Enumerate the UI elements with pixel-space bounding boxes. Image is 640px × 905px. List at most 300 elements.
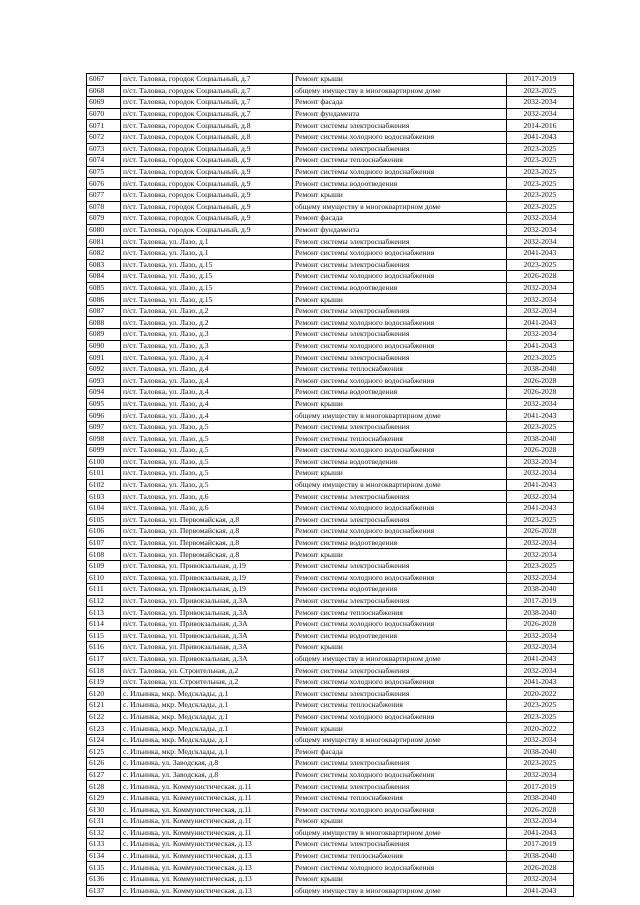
work-type-cell: Ремонт системы холодного водоснабжения [293,769,507,781]
work-type-cell: Ремонт системы холодного водоснабжения [293,572,507,584]
address-cell: п/ст. Таловка, городок Социальный, д.9 [121,143,293,155]
period-cell: 2032-2034 [507,305,574,317]
work-type-cell: Ремонт системы холодного водоснабжения [293,618,507,630]
row-number-cell: 6069 [87,97,121,109]
period-cell: 2023-2025 [507,560,574,572]
table-row [87,502,574,514]
table-row [87,329,574,341]
period-cell: 2032-2034 [507,642,574,654]
address-cell: с. Ильинка, мкр. Медсклады, д.1 [121,723,293,735]
address-cell: с. Ильинка, мкр. Медсклады, д.1 [121,711,293,723]
address-cell: п/ст. Таловка, городок Социальный, д.9 [121,178,293,190]
address-cell: п/ст. Таловка, ул. Лазо, д.4 [121,387,293,399]
table-row [87,734,574,746]
period-cell: 2032-2034 [507,456,574,468]
table-row [87,479,574,491]
work-type-cell: Ремонт системы электроснабжения [293,758,507,770]
address-cell: п/ст. Таловка, ул. Лазо, д.4 [121,398,293,410]
address-cell: п/ст. Таловка, ул. Лазо, д.4 [121,375,293,387]
row-number-cell: 6108 [87,549,121,561]
period-cell: 2041-2043 [507,676,574,688]
address-cell: п/ст. Таловка, ул. Лазо, д.1 [121,236,293,248]
table-row [87,537,574,549]
row-number-cell: 6082 [87,247,121,259]
work-type-cell: Ремонт системы теплоснабжения [293,433,507,445]
work-type-cell: Ремонт крыши [293,74,507,86]
table-row [87,236,574,248]
address-cell: с. Ильинка, мкр. Медсклады, д.1 [121,688,293,700]
table-row [87,618,574,630]
row-number-cell: 6123 [87,723,121,735]
work-type-cell: Ремонт системы электроснабжения [293,352,507,364]
work-type-cell: Ремонт фасада [293,97,507,109]
table-row [87,143,574,155]
work-type-cell: Ремонт системы водоотведения [293,282,507,294]
address-cell: п/ст. Таловка, ул. Лазо, д.6 [121,502,293,514]
row-number-cell: 6119 [87,676,121,688]
address-cell: п/ст. Таловка, ул. Лазо, д.5 [121,421,293,433]
table-row [87,247,574,259]
row-number-cell: 6114 [87,618,121,630]
row-number-cell: 6091 [87,352,121,364]
period-cell: 2032-2034 [507,816,574,828]
period-cell: 2041-2043 [507,479,574,491]
row-number-cell: 6084 [87,271,121,283]
work-type-cell: Ремонт системы холодного водоснабжения [293,804,507,816]
period-cell: 2032-2034 [507,630,574,642]
work-type-cell: Ремонт крыши [293,189,507,201]
period-cell: 2041-2043 [507,247,574,259]
work-type-cell: общему имуществу в многоквартирном доме [293,734,507,746]
row-number-cell: 6115 [87,630,121,642]
row-number-cell: 6134 [87,850,121,862]
period-cell: 2023-2025 [507,700,574,712]
work-type-cell: Ремонт системы электроснабжения [293,329,507,341]
work-type-cell: Ремонт системы теплоснабжения [293,363,507,375]
address-cell: п/ст. Таловка, ул. Привокзальная, д.3А [121,630,293,642]
address-cell: п/ст. Таловка, ул. Привокзальная, д.3А [121,607,293,619]
table-row [87,676,574,688]
address-cell: п/ст. Таловка, ул. Лазо, д.3 [121,340,293,352]
work-type-cell: Ремонт крыши [293,549,507,561]
period-cell: 2038-2040 [507,433,574,445]
work-type-cell: Ремонт системы теплоснабжения [293,155,507,167]
address-cell: п/ст. Таловка, ул. Лазо, д.15 [121,282,293,294]
address-cell: п/ст. Таловка, ул. Привокзальная, д.3А [121,642,293,654]
address-cell: с. Ильинка, ул. Коммунистическая, д.13 [121,862,293,874]
period-cell: 2041-2043 [507,317,574,329]
row-number-cell: 6070 [87,108,121,120]
row-number-cell: 6083 [87,259,121,271]
work-type-cell: Ремонт системы холодного водоснабжения [293,340,507,352]
work-type-cell: общему имуществу в многоквартирном доме [293,653,507,665]
work-type-cell: Ремонт системы электроснабжения [293,236,507,248]
period-cell: 2032-2034 [507,236,574,248]
work-type-cell: Ремонт фасада [293,213,507,225]
work-type-cell: Ремонт системы электроснабжения [293,839,507,851]
work-type-cell: Ремонт системы водоотведения [293,537,507,549]
period-cell: 2023-2025 [507,143,574,155]
work-type-cell: Ремонт системы электроснабжения [293,665,507,677]
period-cell: 2032-2034 [507,572,574,584]
work-type-cell: общему имуществу в многоквартирном доме [293,827,507,839]
address-cell: п/ст. Таловка, ул. Лазо, д.15 [121,294,293,306]
address-cell: п/ст. Таловка, городок Социальный, д.9 [121,201,293,213]
row-number-cell: 6101 [87,468,121,480]
address-cell: с. Ильинка, мкр. Медсклады, д.1 [121,700,293,712]
address-cell: п/ст. Таловка, ул. Лазо, д.6 [121,491,293,503]
period-cell: 2032-2034 [507,108,574,120]
row-number-cell: 6110 [87,572,121,584]
address-cell: п/ст. Таловка, ул. Первомайская, д.8 [121,537,293,549]
row-number-cell: 6102 [87,479,121,491]
row-number-cell: 6136 [87,873,121,885]
address-cell: с. Ильинка, ул. Коммунистическая, д.11 [121,827,293,839]
table-row [87,839,574,851]
period-cell: 2023-2025 [507,189,574,201]
table-row [87,584,574,596]
period-cell: 2032-2034 [507,398,574,410]
address-cell: п/ст. Таловка, ул. Первомайская, д.8 [121,526,293,538]
row-number-cell: 6130 [87,804,121,816]
row-number-cell: 6079 [87,213,121,225]
period-cell: 2041-2043 [507,340,574,352]
table-row [87,352,574,364]
row-number-cell: 6086 [87,294,121,306]
address-cell: п/ст. Таловка, городок Социальный, д.9 [121,155,293,167]
row-number-cell: 6094 [87,387,121,399]
work-type-cell: Ремонт системы водоотведения [293,387,507,399]
repair-schedule-table [86,73,574,897]
table-row [87,827,574,839]
table-row [87,804,574,816]
period-cell: 2038-2040 [507,850,574,862]
work-type-cell: Ремонт системы теплоснабжения [293,792,507,804]
table-row [87,178,574,190]
address-cell: п/ст. Таловка, ул. Лазо, д.5 [121,433,293,445]
table-row [87,282,574,294]
row-number-cell: 6117 [87,653,121,665]
table-row [87,688,574,700]
address-cell: п/ст. Таловка, ул. Первомайская, д.8 [121,549,293,561]
row-number-cell: 6078 [87,201,121,213]
work-type-cell: общему имуществу в многоквартирном доме [293,479,507,491]
table-row [87,398,574,410]
row-number-cell: 6131 [87,816,121,828]
work-type-cell: Ремонт системы холодного водоснабжения [293,502,507,514]
work-type-cell: Ремонт системы холодного водоснабжения [293,445,507,457]
row-number-cell: 6092 [87,363,121,375]
table-row [87,375,574,387]
period-cell: 2032-2034 [507,549,574,561]
address-cell: п/ст. Таловка, ул. Лазо, д.5 [121,468,293,480]
period-cell: 2014-2016 [507,120,574,132]
table-row [87,271,574,283]
row-number-cell: 6113 [87,607,121,619]
period-cell: 2023-2025 [507,711,574,723]
work-type-cell: Ремонт системы водоотведения [293,630,507,642]
row-number-cell: 6111 [87,584,121,596]
period-cell: 2023-2025 [507,201,574,213]
work-type-cell: Ремонт фундамента [293,108,507,120]
work-type-cell: Ремонт системы холодного водоснабжения [293,131,507,143]
table-body [87,74,574,897]
table-row [87,885,574,897]
row-number-cell: 6077 [87,189,121,201]
table-row [87,456,574,468]
address-cell: п/ст. Таловка, ул. Лазо, д.2 [121,317,293,329]
period-cell: 2032-2034 [507,468,574,480]
table-row [87,642,574,654]
period-cell: 2041-2043 [507,131,574,143]
address-cell: п/ст. Таловка, ул. Строительная, д.2 [121,676,293,688]
table-row [87,259,574,271]
address-cell: п/ст. Таловка, ул. Привокзальная, д.19 [121,560,293,572]
row-number-cell: 6132 [87,827,121,839]
row-number-cell: 6088 [87,317,121,329]
work-type-cell: Ремонт системы холодного водоснабжения [293,676,507,688]
row-number-cell: 6137 [87,885,121,897]
table-row [87,711,574,723]
table-row [87,85,574,97]
work-type-cell: Ремонт системы электроснабжения [293,305,507,317]
address-cell: с. Ильинка, мкр. Медсклады, д.1 [121,734,293,746]
table-row [87,526,574,538]
table-row [87,410,574,422]
period-cell: 2032-2034 [507,329,574,341]
address-cell: п/ст. Таловка, ул. Лазо, д.4 [121,363,293,375]
period-cell: 2032-2034 [507,537,574,549]
row-number-cell: 6087 [87,305,121,317]
period-cell: 2041-2043 [507,502,574,514]
address-cell: п/ст. Таловка, ул. Привокзальная, д.3А [121,595,293,607]
table-row [87,445,574,457]
address-cell: п/ст. Таловка, городок Социальный, д.8 [121,120,293,132]
work-type-cell: Ремонт крыши [293,642,507,654]
row-number-cell: 6081 [87,236,121,248]
table-row [87,166,574,178]
work-type-cell: Ремонт крыши [293,294,507,306]
table-row [87,816,574,828]
table-row [87,873,574,885]
period-cell: 2026-2028 [507,387,574,399]
table-row [87,560,574,572]
address-cell: п/ст. Таловка, ул. Лазо, д.15 [121,259,293,271]
work-type-cell: Ремонт системы холодного водоснабжения [293,271,507,283]
period-cell: 2017-2019 [507,781,574,793]
period-cell: 2023-2025 [507,352,574,364]
table-row [87,433,574,445]
address-cell: п/ст. Таловка, городок Социальный, д.7 [121,85,293,97]
table-row [87,305,574,317]
table-row [87,491,574,503]
period-cell: 2032-2034 [507,294,574,306]
table-row [87,665,574,677]
address-cell: п/ст. Таловка, ул. Лазо, д.4 [121,410,293,422]
table-row [87,97,574,109]
row-number-cell: 6100 [87,456,121,468]
table-row [87,514,574,526]
row-number-cell: 6073 [87,143,121,155]
work-type-cell: Ремонт системы электроснабжения [293,421,507,433]
address-cell: с. Ильинка, ул. Коммунистическая, д.11 [121,781,293,793]
table-row [87,572,574,584]
table-row [87,340,574,352]
row-number-cell: 6116 [87,642,121,654]
address-cell: п/ст. Таловка, ул. Лазо, д.15 [121,271,293,283]
address-cell: п/ст. Таловка, ул. Привокзальная, д.3А [121,618,293,630]
work-type-cell: Ремонт системы холодного водоснабжения [293,862,507,874]
row-number-cell: 6105 [87,514,121,526]
address-cell: п/ст. Таловка, городок Социальный, д.7 [121,97,293,109]
row-number-cell: 6127 [87,769,121,781]
address-cell: с. Ильинка, ул. Коммунистическая, д.11 [121,792,293,804]
period-cell: 2026-2028 [507,271,574,283]
row-number-cell: 6095 [87,398,121,410]
address-cell: п/ст. Таловка, ул. Лазо, д.1 [121,247,293,259]
period-cell: 2023-2025 [507,758,574,770]
table-row [87,850,574,862]
table-row [87,387,574,399]
table-row [87,468,574,480]
table-row [87,189,574,201]
period-cell: 2032-2034 [507,224,574,236]
period-cell: 2026-2028 [507,862,574,874]
period-cell: 2026-2028 [507,526,574,538]
work-type-cell: Ремонт системы электроснабжения [293,595,507,607]
table-row [87,700,574,712]
row-number-cell: 6076 [87,178,121,190]
period-cell: 2023-2025 [507,259,574,271]
address-cell: п/ст. Таловка, городок Социальный, д.9 [121,189,293,201]
work-type-cell: Ремонт системы холодного водоснабжения [293,247,507,259]
table-row [87,421,574,433]
address-cell: п/ст. Таловка, городок Социальный, д.9 [121,213,293,225]
address-cell: п/ст. Таловка, городок Социальный, д.9 [121,166,293,178]
period-cell: 2017-2019 [507,74,574,86]
period-cell: 2023-2025 [507,421,574,433]
table-row [87,224,574,236]
work-type-cell: Ремонт системы холодного водоснабжения [293,711,507,723]
row-number-cell: 6072 [87,131,121,143]
period-cell: 2041-2043 [507,885,574,897]
period-cell: 2023-2025 [507,514,574,526]
period-cell: 2026-2028 [507,618,574,630]
work-type-cell: Ремонт системы электроснабжения [293,514,507,526]
document-page [86,73,573,897]
address-cell: п/ст. Таловка, ул. Привокзальная, д.3А [121,653,293,665]
period-cell: 2020-2022 [507,688,574,700]
work-type-cell: Ремонт системы электроснабжения [293,491,507,503]
row-number-cell: 6075 [87,166,121,178]
row-number-cell: 6071 [87,120,121,132]
row-number-cell: 6129 [87,792,121,804]
work-type-cell: Ремонт системы холодного водоснабжения [293,317,507,329]
table-row [87,630,574,642]
row-number-cell: 6122 [87,711,121,723]
work-type-cell: Ремонт системы электроснабжения [293,781,507,793]
work-type-cell: Ремонт системы холодного водоснабжения [293,166,507,178]
work-type-cell: Ремонт системы теплоснабжения [293,700,507,712]
address-cell: п/ст. Таловка, ул. Лазо, д.3 [121,329,293,341]
row-number-cell: 6104 [87,502,121,514]
period-cell: 2038-2040 [507,584,574,596]
address-cell: с. Ильинка, ул. Коммунистическая, д.13 [121,885,293,897]
period-cell: 2026-2028 [507,804,574,816]
work-type-cell: Ремонт крыши [293,873,507,885]
row-number-cell: 6096 [87,410,121,422]
row-number-cell: 6118 [87,665,121,677]
table-row [87,108,574,120]
row-number-cell: 6097 [87,421,121,433]
address-cell: п/ст. Таловка, ул. Лазо, д.5 [121,456,293,468]
row-number-cell: 6074 [87,155,121,167]
period-cell: 2020-2022 [507,723,574,735]
row-number-cell: 6124 [87,734,121,746]
period-cell: 2032-2034 [507,873,574,885]
table-row [87,792,574,804]
row-number-cell: 6103 [87,491,121,503]
row-number-cell: 6109 [87,560,121,572]
table-row [87,758,574,770]
row-number-cell: 6128 [87,781,121,793]
table-row [87,769,574,781]
address-cell: п/ст. Таловка, ул. Лазо, д.2 [121,305,293,317]
work-type-cell: Ремонт системы водоотведения [293,456,507,468]
address-cell: с. Ильинка, ул. Коммунистическая, д.13 [121,850,293,862]
work-type-cell: Ремонт системы холодного водоснабжения [293,526,507,538]
work-type-cell: Ремонт системы водоотведения [293,584,507,596]
address-cell: п/ст. Таловка, ул. Лазо, д.5 [121,479,293,491]
address-cell: п/ст. Таловка, городок Социальный, д.7 [121,108,293,120]
table-row [87,653,574,665]
row-number-cell: 6135 [87,862,121,874]
period-cell: 2041-2043 [507,410,574,422]
row-number-cell: 6067 [87,74,121,86]
table-row [87,595,574,607]
address-cell: с. Ильинка, ул. Заводская, д.8 [121,769,293,781]
address-cell: п/ст. Таловка, городок Социальный, д.8 [121,131,293,143]
table-row [87,607,574,619]
work-type-cell: общему имуществу в многоквартирном доме [293,410,507,422]
work-type-cell: Ремонт системы электроснабжения [293,143,507,155]
row-number-cell: 6090 [87,340,121,352]
work-type-cell: общему имуществу в многоквартирном доме [293,85,507,97]
work-type-cell: Ремонт системы холодного водоснабжения [293,375,507,387]
row-number-cell: 6093 [87,375,121,387]
table-row [87,74,574,86]
row-number-cell: 6112 [87,595,121,607]
row-number-cell: 6120 [87,688,121,700]
address-cell: п/ст. Таловка, ул. Привокзальная, д.19 [121,572,293,584]
period-cell: 2038-2040 [507,363,574,375]
period-cell: 2023-2025 [507,166,574,178]
period-cell: 2032-2034 [507,734,574,746]
address-cell: п/ст. Таловка, городок Социальный, д.9 [121,224,293,236]
work-type-cell: Ремонт фундамента [293,224,507,236]
period-cell: 2038-2040 [507,746,574,758]
address-cell: с. Ильинка, мкр. Медсклады, д.1 [121,746,293,758]
period-cell: 2032-2034 [507,97,574,109]
row-number-cell: 6121 [87,700,121,712]
table-row [87,155,574,167]
table-row [87,317,574,329]
row-number-cell: 6107 [87,537,121,549]
work-type-cell: Ремонт крыши [293,723,507,735]
table-row [87,723,574,735]
period-cell: 2032-2034 [507,282,574,294]
period-cell: 2023-2025 [507,155,574,167]
